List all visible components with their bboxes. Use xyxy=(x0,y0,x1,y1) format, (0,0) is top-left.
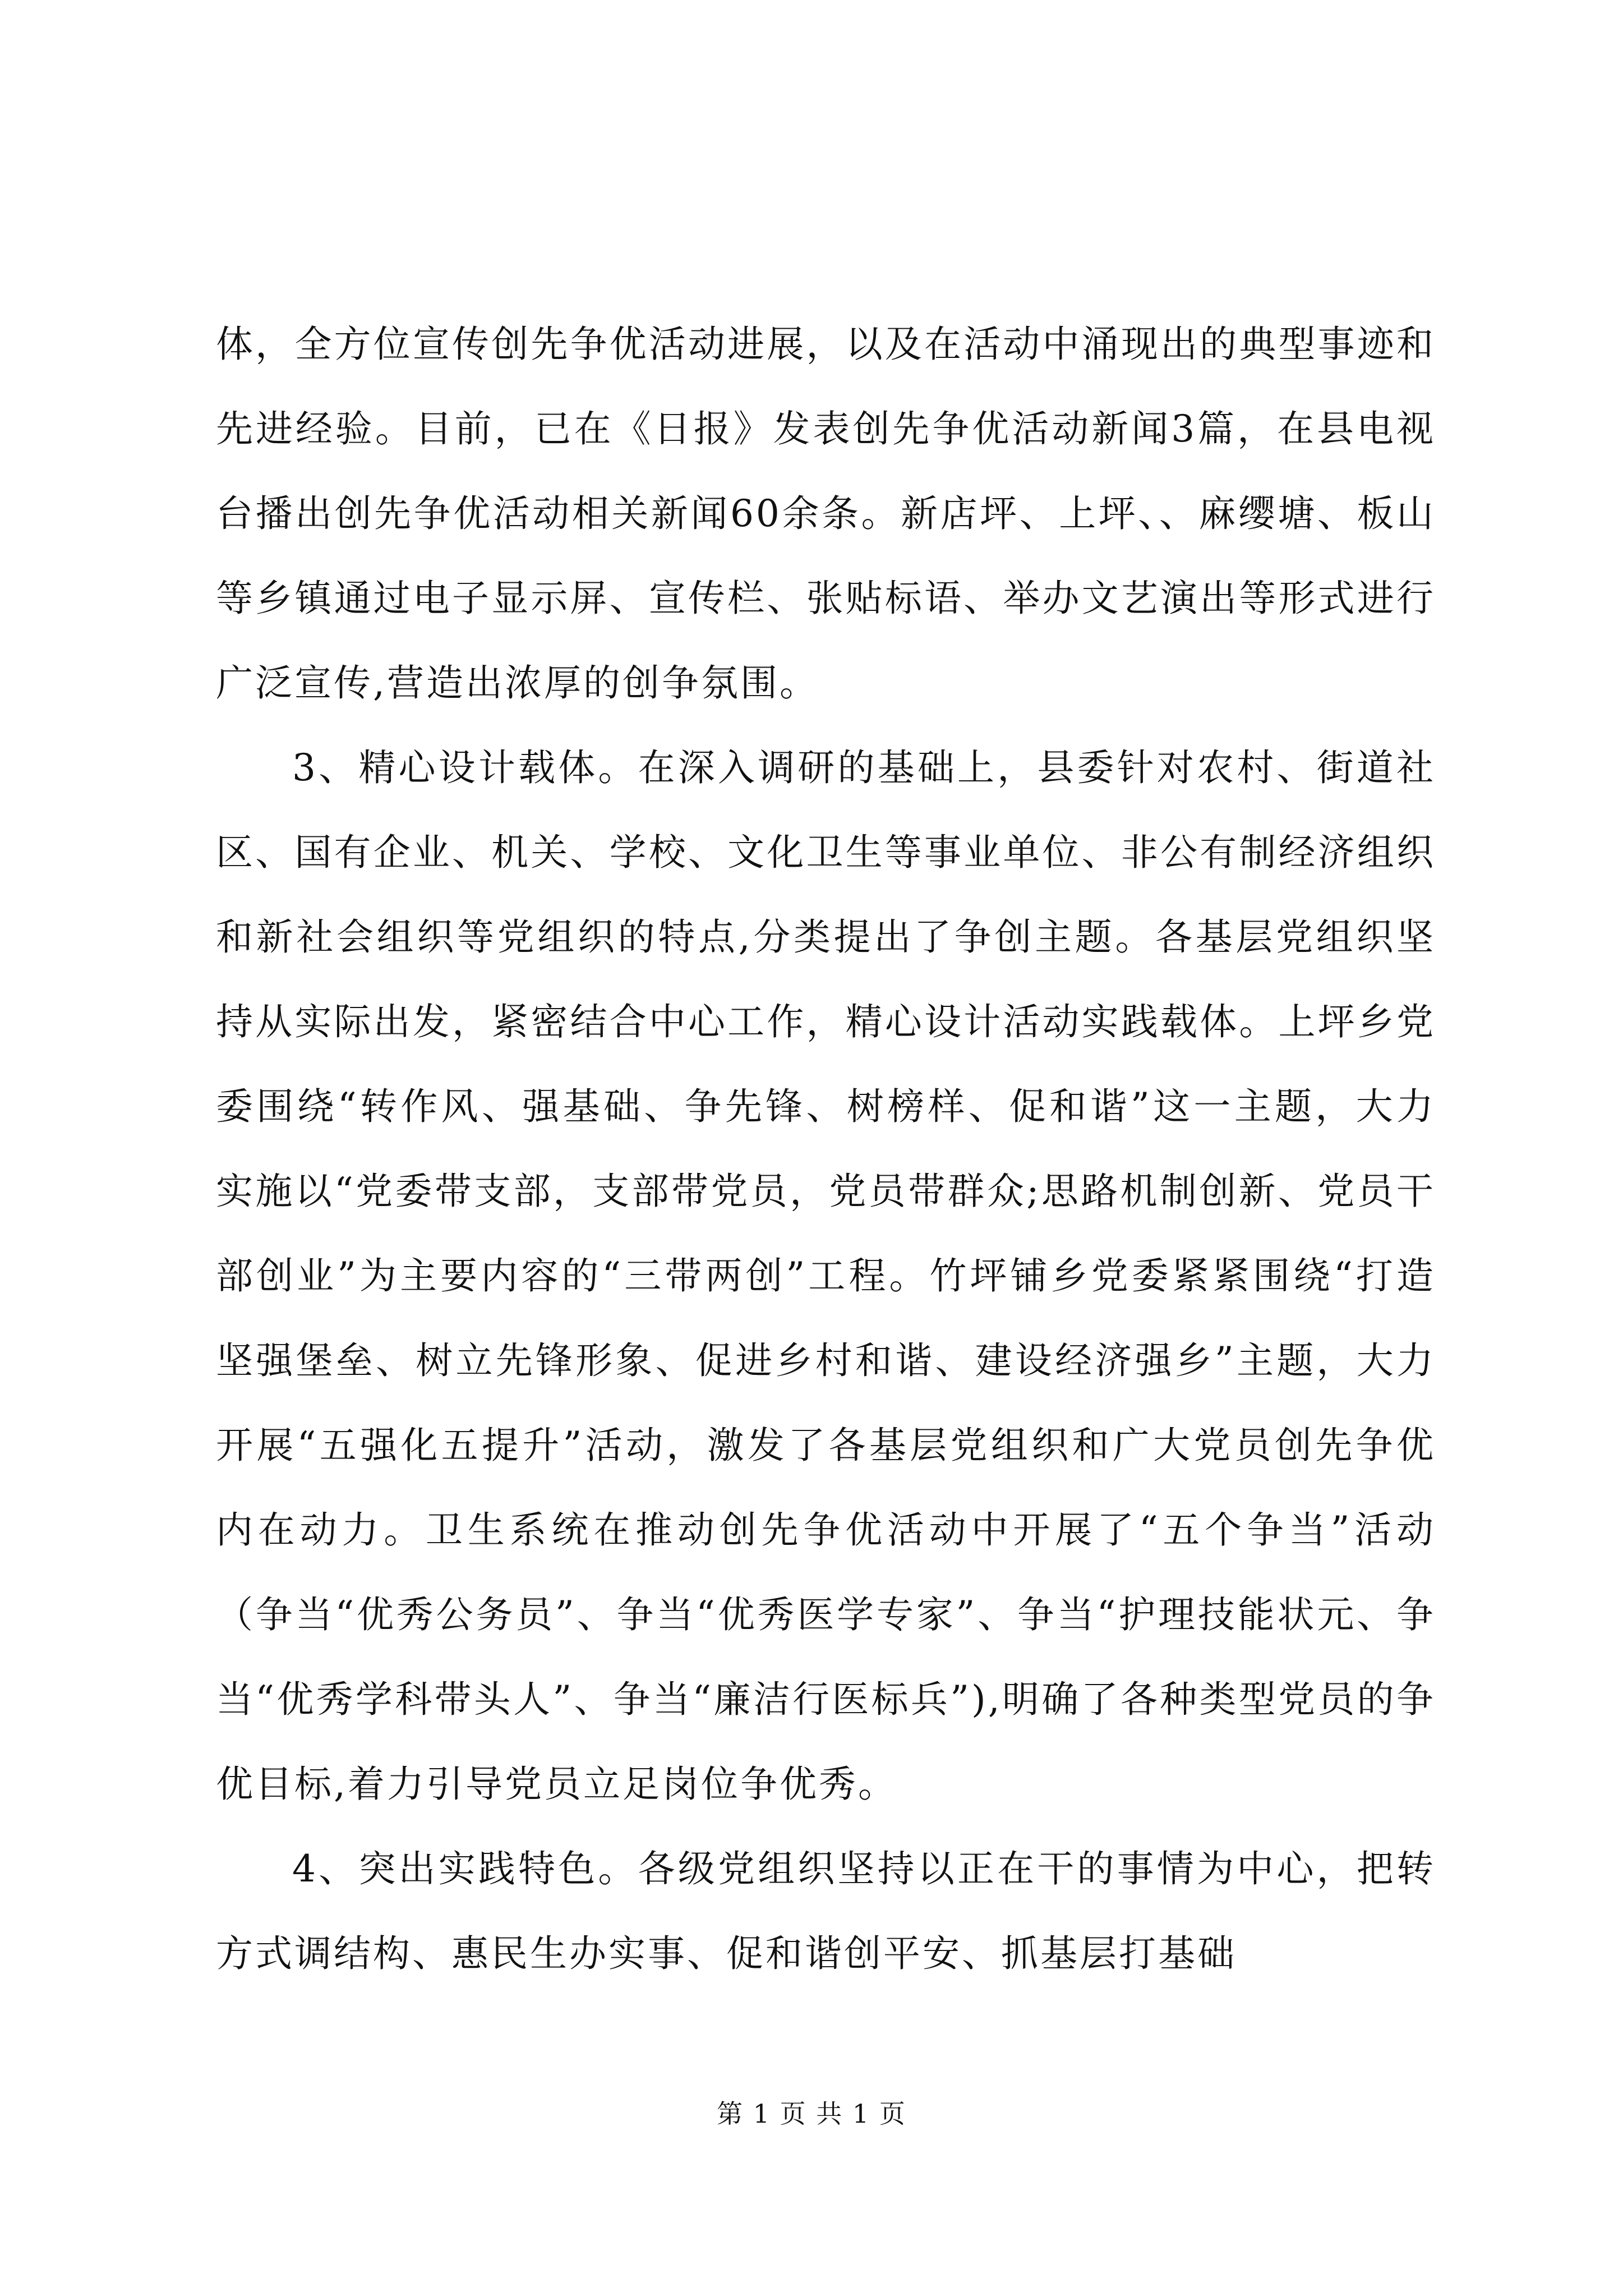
paragraph-3: 4、突出实践特色。各级党组织坚持以正在干的事情为中心，把转方式调结构、惠民生办实事、促和谐创平安、抓基层打基础 xyxy=(216,1847,1436,1975)
page-footer: 第 1 页 共 1 页 xyxy=(717,2099,906,2129)
paragraph-2: 3、精心设计载体。在深入调研的基础上，县委针对农村、街道社区、国有企业、机关、学校、文化卫生等事业单位、非公有制经济组织和新社会组织等党组织的特点,分类提出了争创主题。各基层党组织坚持从实际出发，紧密结合中心工作，精心设计活动实践载体。上坪乡党委围绕“转作风、强基础、争先锋、树榜样、促和谐”这一主题，大力实施以“党委带支部，支部带党员，党员带群众;思路机制创新、党员干部创业”为主要内容的“三带两创”工程。竹坪铺乡党委紧紧围绕“打造坚强堡垒、树立先锋形象、促进乡村和谐、建设经济强乡”主题，大力开展“五强化五提升”活动，激发了各基层党组织和广大党员创先争优内在动力。卫生系统在推动创先争优活动中开展了“五个争当”活动（争当“优秀公务员”、争当“优秀医学专家”、争当“护理技能状元、争当“优秀学科带头人”、争当“廉洁行医标兵”),明确了各种类型党员的争优目标,着力引导党员立足岗位争优秀。 xyxy=(216,746,1436,1806)
paragraph-1: 体，全方位宣传创先争优活动进展，以及在活动中涌现出的典型事迹和先进经验。目前，已在《日报》发表创先争优活动新闻3篇，在县电视台播出创先争优活动相关新闻60余条。新店坪、上坪、、麻缨塘、板山等乡镇通过电子显示屏、宣传栏、张贴标语、举办文艺演出等形式进行广泛宣传,营造出浓厚的创争氛围。 xyxy=(216,323,1436,705)
document-body xyxy=(216,302,1436,1996)
